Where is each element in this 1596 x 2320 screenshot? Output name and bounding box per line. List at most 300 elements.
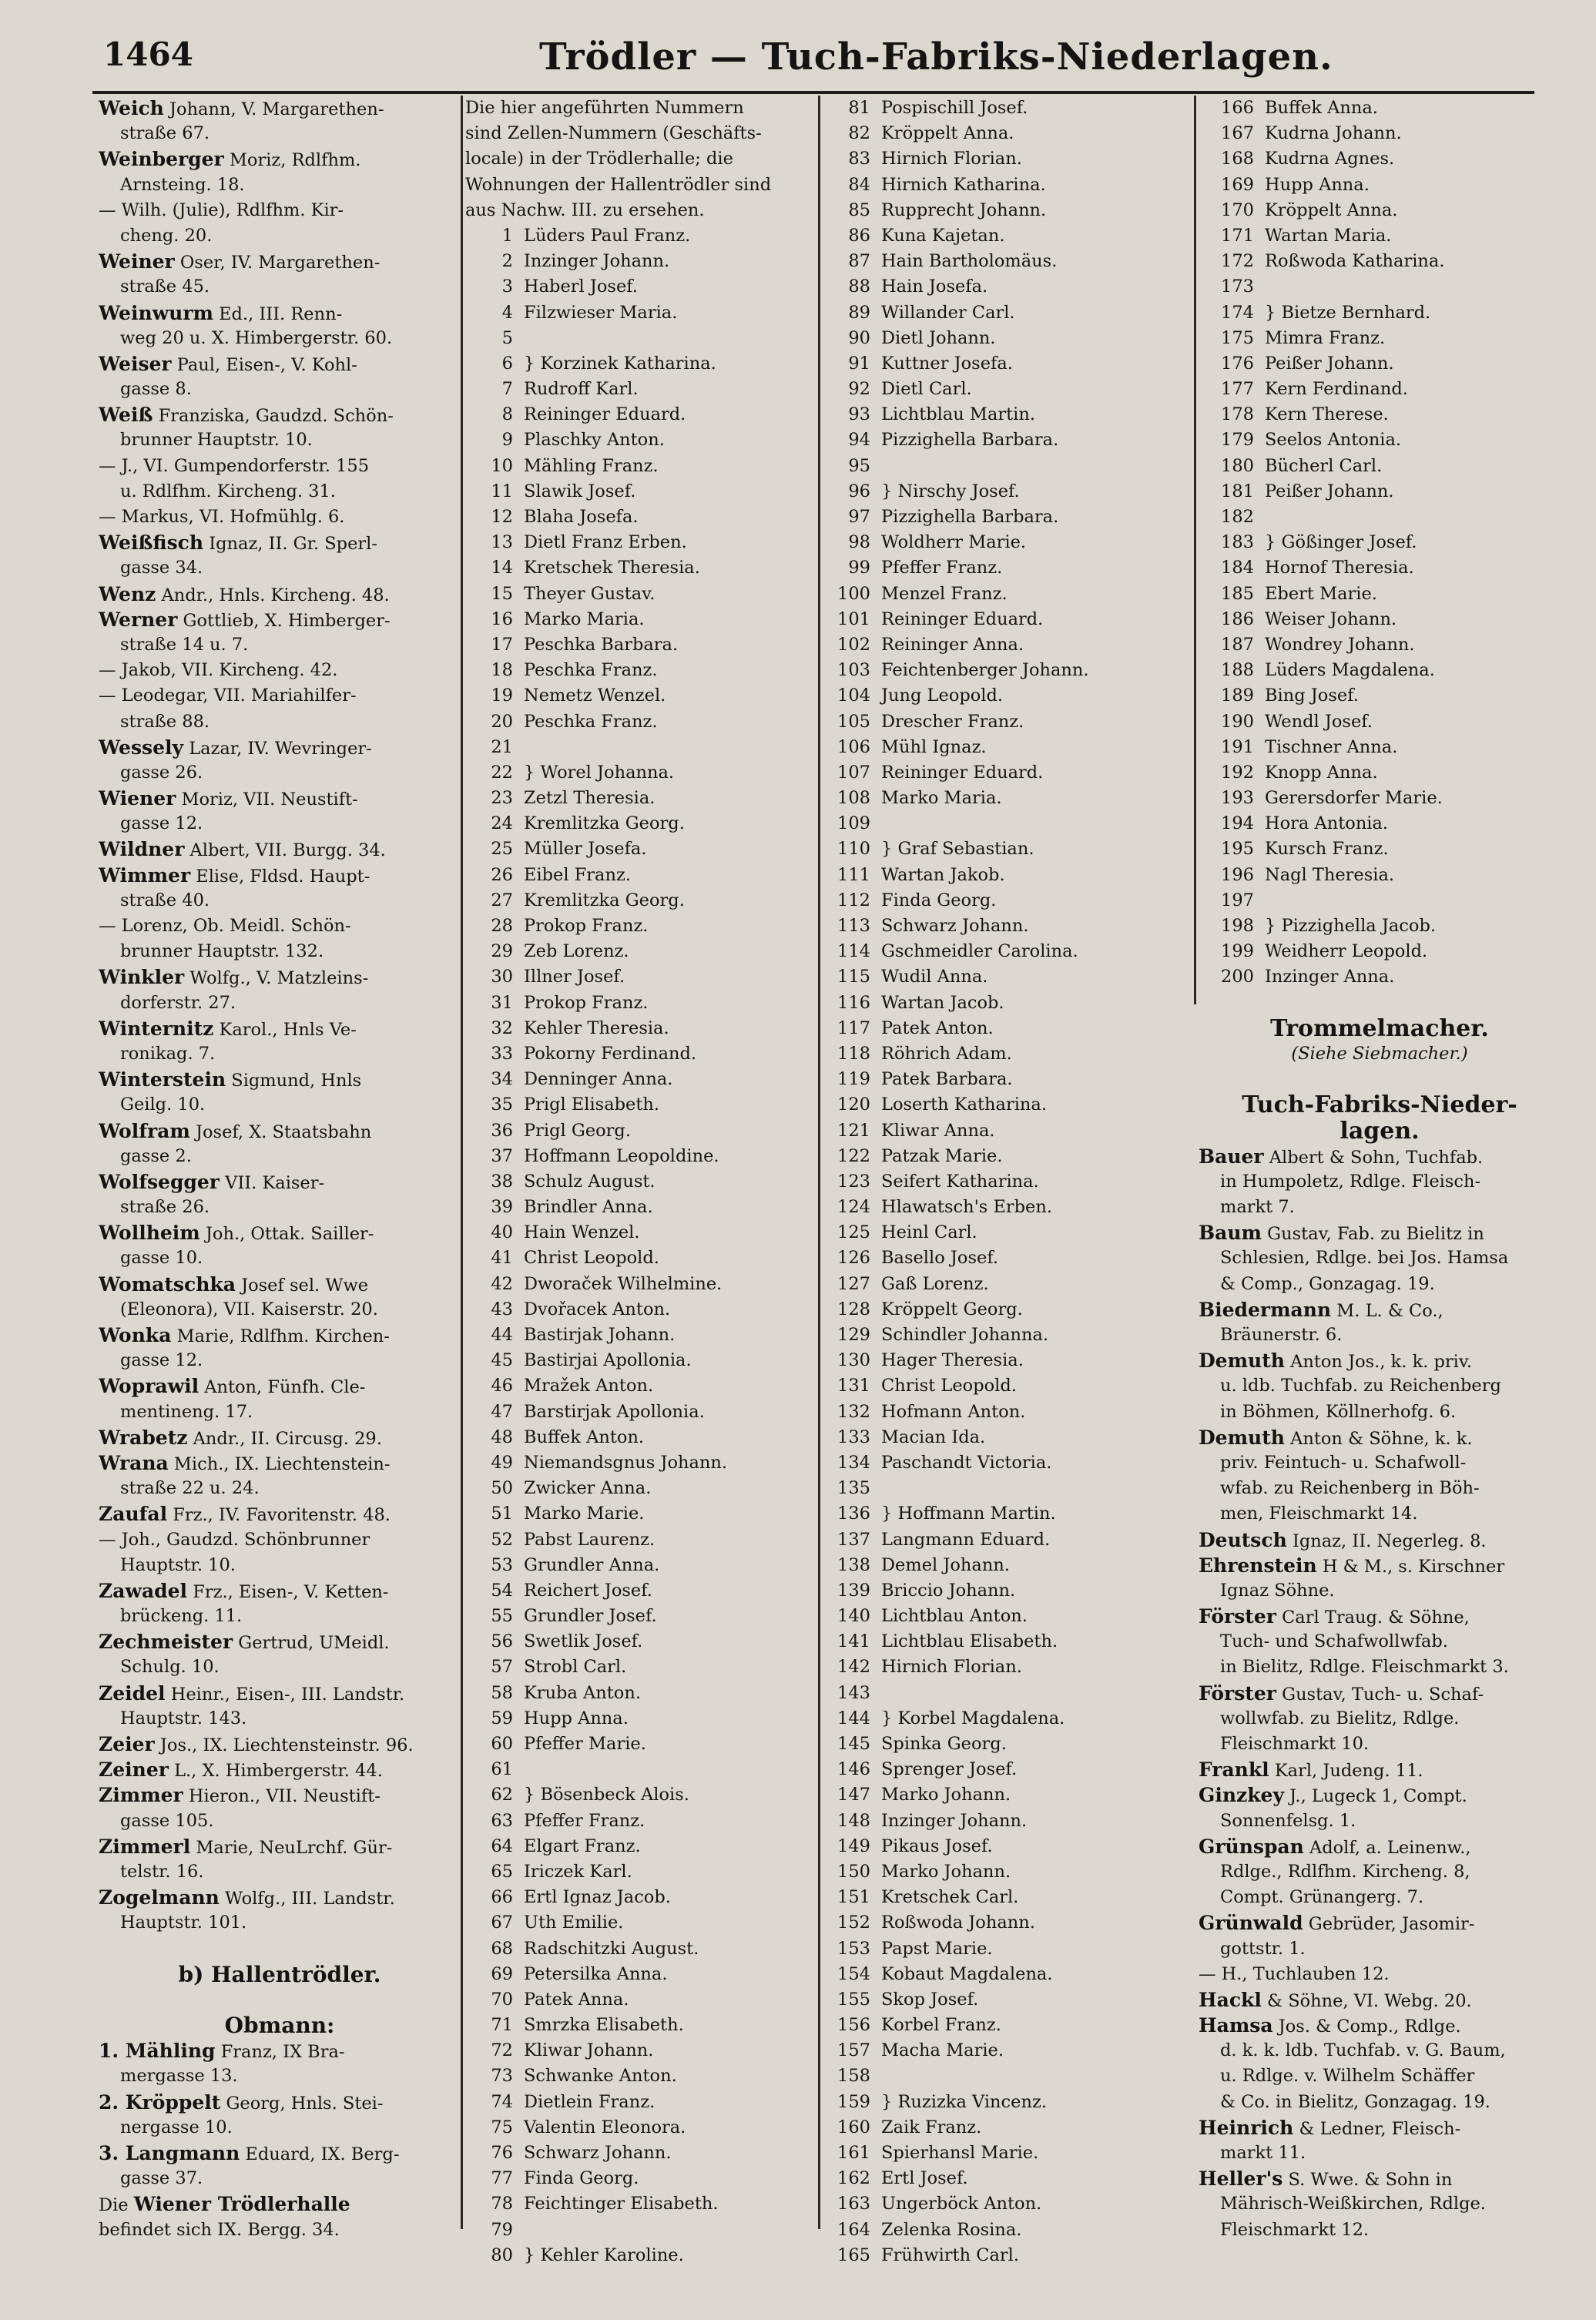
entry-text: Lazar, IV. Wevringer- [189,738,372,759]
row-number: 118 [837,1043,870,1064]
entry-text: men, Fleischmarkt 14. [1220,1504,1418,1524]
row-name: Grundler Josef. [524,1606,657,1627]
row-name: Rudroff Karl. [524,379,639,400]
numbered-row [823,1195,1191,1220]
row-number: 14 [491,558,513,578]
entry-text: L., X. Himbergerstr. 44. [174,1761,383,1782]
numbered-row [1199,427,1561,453]
entry-line [99,1604,461,1629]
directory-entry [99,198,461,249]
entry-line [99,863,461,888]
entry-line [1199,1425,1561,1450]
entry-text: Gottlieb, X. Himberger- [183,610,391,631]
numbered-row [823,1425,1191,1450]
row-name: Strobl Carl. [524,1657,627,1678]
entry-name: Winternitz [99,1017,214,1040]
entry-text: Johann, V. Margarethen- [169,99,384,119]
row-number: 77 [491,2168,513,2189]
row-name: Reininger Eduard. [524,404,686,425]
row-name: Jung Leopold. [881,686,1004,706]
entry-text: Ed., III. Renn- [219,303,343,324]
directory-entry [1199,1144,1561,1221]
numbered-row [823,1323,1191,1348]
row-number: 117 [837,1018,870,1038]
entry-text: — Leodegar, VII. Mariahilfer- [99,686,357,706]
numbered-row [823,1782,1191,1808]
numbered-row [465,1936,816,1962]
row-number: 130 [837,1350,870,1371]
entry-line [99,1655,461,1680]
row-number: 187 [1221,634,1254,655]
row-name: Bastirjak Johann. [524,1325,676,1345]
row-number: 179 [1221,430,1254,451]
numbered-row [1199,863,1561,888]
row-name: Hornof Theresia. [1265,558,1414,578]
numbered-row [465,582,816,607]
row-number: 161 [837,2143,870,2163]
row-name: Mražek Anton. [524,1376,654,1396]
row-number: 142 [837,1657,870,1678]
row-name: Marko Johann. [881,1861,1011,1882]
row-number: 138 [837,1554,870,1575]
directory-entry [1199,1348,1561,1425]
row-number: 84 [848,174,870,195]
row-name: Grundler Anna. [524,1554,660,1575]
entry-line [1199,1809,1561,1834]
entry-name: Zimmerl [99,1835,191,1858]
entry-line [1199,1757,1561,1782]
row-name: Roßwoda Katharina. [1265,251,1445,272]
entry-text: J., Lugeck 1, Compt. [1289,1786,1467,1807]
row-number: 178 [1221,404,1254,425]
row-name: Langmann Eduard. [881,1529,1051,1550]
row-name: Niemandsgnus Johann. [524,1452,728,1473]
numbered-row [465,1910,816,1936]
header-rule [92,91,1534,94]
numbered-row [465,1782,816,1808]
numbered-row [1199,964,1561,990]
row-number: 194 [1221,813,1254,834]
numbered-row [823,1655,1191,1680]
row-number: 155 [837,1989,870,2010]
row-number: 21 [491,736,513,757]
entry-text: in Bielitz, Rdlge. Fleischmarkt 3. [1220,1657,1509,1678]
intro-line: Wohnungen der Hallentrödler sind [465,174,772,195]
row-number: 25 [491,839,513,860]
row-number: 167 [1221,123,1254,144]
directory-entry [1199,2013,1561,2115]
row-number: 43 [491,1299,513,1319]
numbered-row [465,632,816,658]
entry-text: & Söhne, VI. Webg. 20. [1267,1990,1472,2011]
entry-line [1199,1169,1561,1195]
row-name: Iriczek Karl. [524,1861,632,1882]
obmann-heading: Obmann: [224,2013,335,2039]
intro-line: locale) in der Trödlerhalle; die [465,149,733,169]
entry-text: Carl Traug. & Söhne, [1282,1608,1470,1628]
entry-text: — Wilh. (Julie), Rdlfhm. Kir- [99,199,344,220]
entry-line [99,658,461,683]
row-name: Reininger Eduard. [881,762,1044,783]
directory-entry [99,1220,461,1271]
numbered-row [465,1016,816,1041]
row-number: 106 [837,736,870,757]
entry-line [1199,1885,1561,1910]
row-name: Kuna Kajetan. [881,225,1005,246]
directory-entry [1199,1962,1561,1987]
row-name: Hofmann Anton. [881,1401,1026,1422]
row-name: Blaha Josefa. [524,507,639,527]
directory-entry [1199,1604,1561,1681]
entry-line [1199,1962,1561,1987]
row-number: 191 [1221,736,1254,757]
directory-entry [99,1527,461,1578]
entry-name: Wonka [99,1324,172,1346]
numbered-row [823,1809,1191,1834]
numbered-row [1199,249,1561,274]
entry-text: wollwfab. zu Bielitz, Rdlge. [1220,1708,1460,1728]
numbered-row [465,223,816,249]
directory-entry [1199,1220,1561,1297]
row-name: Marko Maria. [524,608,645,629]
numbered-row [823,1450,1191,1476]
entry-line [99,1041,461,1067]
entry-name: Heller's [1199,2167,1283,2191]
entry-line [99,735,461,760]
numbered-row [823,863,1191,888]
entry-line [99,836,461,862]
row-number: 8 [501,404,513,425]
row-number: 170 [1221,199,1254,220]
row-number: 20 [491,711,513,732]
row-number: 143 [837,1682,870,1703]
entry-text: & Co. in Bielitz, Gonzagag. 19. [1220,2091,1490,2112]
row-number: 66 [491,1887,513,1908]
entry-name: Förster [1199,1605,1276,1628]
directory-entry [99,658,461,683]
entry-text: gasse 8. [120,379,192,400]
numbered-row [823,555,1191,581]
row-name: Reichert Josef. [524,1580,652,1601]
row-name: Marko Johann. [881,1785,1011,1805]
row-name: Kremlitzka Georg. [524,813,685,834]
row-number: 6 [501,353,513,374]
numbered-row [823,1245,1191,1271]
row-name: Kobaut Magdalena. [881,1963,1053,1984]
row-name: Kern Ferdinand. [1265,379,1408,400]
row-number: 169 [1221,174,1254,195]
numbered-row [465,351,816,377]
entry-line [99,555,461,581]
entry-line [1199,1604,1561,1629]
row-number: 35 [491,1095,513,1115]
row-number: 108 [837,788,870,809]
numbered-row [465,1859,816,1885]
numbered-row [1199,786,1561,811]
row-name: Pfeffer Franz. [881,558,1003,578]
row-name: Kliwar Anna. [881,1120,995,1141]
halle-address: befindet sich IX. Bergg. 34. [99,2219,340,2240]
entry-text: straße 14 u. 7. [120,634,249,655]
numbered-row [1199,198,1561,223]
entry-line [99,1782,461,1808]
row-number: 97 [848,507,870,527]
directory-entry [99,1629,461,1680]
entry-name: Wessely [99,736,184,759]
entry-line [1199,1220,1561,1245]
row-number: 72 [491,2040,513,2061]
entry-text: — Markus, VI. Hofmühlg. 6. [99,507,345,527]
numbered-row [465,1962,816,1987]
row-number: 173 [1221,277,1254,297]
row-number: 73 [491,2066,513,2087]
numbered-row [465,377,816,402]
entry-line [99,964,461,990]
row-name: Plaschky Anton. [524,430,665,451]
numbered-row [823,249,1191,274]
numbered-row [823,760,1191,786]
entry-line [1199,1373,1561,1399]
entry-text: straße 67. [120,123,210,144]
row-name: Roßwoda Johann. [881,1913,1035,1933]
numbered-row [465,274,816,300]
entry-text: Mährisch-Weißkirchen, Rdlge. [1220,2194,1486,2214]
row-number: 168 [1221,149,1254,169]
numbered-row [465,1527,816,1553]
row-number: 174 [1221,302,1254,323]
numbered-row [823,658,1191,683]
row-name: Kretschek Theresia. [524,558,700,578]
entry-text: brückeng. 11. [120,1606,243,1627]
entry-name: Weiner [99,250,175,273]
row-number: 9 [501,430,513,451]
entry-text: Eduard, IX. Berg- [245,2144,400,2164]
numbered-row [1199,760,1561,786]
row-number: 176 [1221,353,1254,374]
row-name: Gerersdorfer Marie. [1265,788,1443,809]
entry-name: Wenz [99,582,156,605]
entry-text: Andr., II. Circusg. 29. [193,1428,382,1449]
row-number: 119 [837,1069,870,1090]
entry-line [99,1578,461,1604]
row-number: 79 [491,2219,513,2240]
row-name: Peschka Franz. [524,711,658,732]
row-number: 78 [491,2194,513,2214]
row-name: Zaik Franz. [881,2117,982,2137]
row-number: 99 [848,558,870,578]
entry-text: Wolfg., V. Matzleins- [189,968,369,989]
row-number: 59 [491,1708,513,1728]
row-number: 37 [491,1145,513,1166]
numbered-row [823,274,1191,300]
numbered-row [465,300,816,326]
numbered-row [823,479,1191,505]
row-name: Kretschek Carl. [881,1887,1019,1908]
numbered-row [465,683,816,709]
numbered-row [465,709,816,735]
row-name: Schulz August. [524,1171,656,1192]
entry-text: ronikag. 7. [120,1043,216,1064]
directory-entry [1199,2166,1561,2243]
entry-text: Joh., Ottak. Sailler- [205,1224,374,1245]
row-number: 107 [837,762,870,783]
numbered-row [465,1144,816,1169]
entry-text: Moriz, Rdlfhm. [229,150,361,171]
numbered-row [465,1323,816,1348]
entry-text: Georg, Hnls. Stei- [226,2093,384,2114]
entry-line [99,146,461,172]
row-number: 58 [491,1682,513,1703]
entry-line [99,1195,461,1220]
row-number: 159 [837,2091,870,2112]
numbered-row [823,1987,1191,2013]
row-number: 88 [848,277,870,297]
numbered-row [823,2090,1191,2115]
entry-line [99,505,461,530]
entry-text: gasse 34. [120,558,203,578]
entry-text: Anton, Fünfh. Cle- [204,1377,366,1398]
entry-line [99,1450,461,1476]
numbered-row [465,836,816,862]
intro-line: sind Zellen-Nummern (Geschäfts- [465,123,762,144]
entry-line [1199,1527,1561,1553]
numbered-row [465,402,816,427]
numbered-row [1199,582,1561,607]
numbered-row [823,1476,1191,1501]
entry-line [99,198,461,223]
entry-text: in Humpoletz, Rdlge. Fleisch- [1220,1171,1481,1192]
row-number: 193 [1221,788,1254,809]
entry-line [99,1706,461,1732]
row-number: 184 [1221,558,1254,578]
entry-text: gasse 2. [120,1145,192,1166]
row-number: 129 [837,1325,870,1345]
directory-entry [99,530,461,581]
numbered-row [465,555,816,581]
row-name: Kröppelt Anna. [1265,199,1398,220]
row-name: Lüders Magdalena. [1265,660,1435,681]
entry-name: Zechmeister [99,1631,233,1654]
row-name: Christ Leopold. [524,1248,659,1269]
row-name: } Pizzighella Jacob. [1265,916,1437,936]
row-number: 7 [501,379,513,400]
entry-line [99,1323,461,1348]
entry-text: Josef, X. Staatsbahn [195,1121,372,1142]
row-number: 141 [837,1631,870,1652]
numbered-row [465,2141,816,2166]
row-name: Müller Josefa. [524,839,647,860]
row-number: 131 [837,1376,870,1396]
row-number: 175 [1221,327,1254,348]
row-name: Prokop Franz. [524,992,649,1013]
numbered-row [1199,530,1561,555]
row-name: Peschka Franz. [524,660,658,681]
row-name: Frühwirth Carl. [881,2245,1019,2265]
row-name: Willander Carl. [881,302,1015,323]
intro-line: aus Nachw. III. zu ersehen. [465,199,705,220]
row-number: 152 [837,1913,870,1933]
numbered-row [465,1834,816,1859]
row-number: 151 [837,1887,870,1908]
entry-line [99,607,461,632]
entry-text: Ignaz Söhne. [1220,1580,1335,1601]
numbered-row [823,582,1191,607]
entry-name: Förster [1199,1681,1276,1705]
numbered-row [465,1272,816,1297]
entry-line [99,888,461,914]
entry-text: markt 7. [1220,1197,1295,1218]
entry-text: Schlesien, Rdlge. bei Jos. Hamsa [1220,1248,1509,1269]
row-name: } Kehler Karoline. [524,2245,684,2265]
entry-line [99,1910,461,1936]
row-name: Demel Johann. [881,1554,1010,1575]
entry-name: Hamsa [1199,2014,1273,2037]
directory-entry [99,300,461,351]
row-number: 156 [837,2015,870,2036]
row-name: Pikaus Josef. [881,1836,993,1856]
entry-text: Franziska, Gaudzd. Schön- [158,406,394,427]
numbered-row [823,1501,1191,1527]
entry-line [99,377,461,402]
row-number: 15 [491,583,513,604]
row-number: 67 [491,1913,513,1933]
row-name: Schwarz Johann. [881,916,1029,936]
row-name: Seifert Katharina. [881,1171,1039,1192]
row-name: Zwicker Anna. [524,1478,652,1499]
row-name: Wartan Jacob. [881,992,1004,1013]
entry-text: Jos. & Comp., Rdlge. [1278,2017,1461,2037]
trommel-heading: Trommelmacher. [1270,1015,1489,1041]
entry-text: Gebrüder, Jasomir- [1308,1914,1475,1935]
entry-line [1199,1195,1561,1220]
entry-line [99,786,461,811]
numbered-row [823,146,1191,172]
numbered-row [823,1553,1191,1578]
row-number: 163 [837,2194,870,2214]
row-number: 157 [837,2040,870,2061]
entry-line [99,479,461,505]
entry-name: Ginzkey [1199,1784,1284,1807]
entry-text: weg 20 u. X. Himbergerstr. 60. [120,327,393,348]
numbered-row [465,1706,816,1732]
numbered-row [1199,505,1561,530]
halle-line [99,2191,461,2217]
numbered-row [823,223,1191,249]
numbered-row [823,709,1191,735]
numbered-row [823,1706,1191,1732]
row-number: 38 [491,1171,513,1192]
row-name: Bastirjai Apollonia. [524,1350,692,1371]
numbered-row [465,1629,816,1655]
entry-text: brunner Hauptstr. 10. [120,430,313,451]
row-name: Heinl Carl. [881,1222,977,1243]
entry-line [99,1527,461,1553]
row-number: 192 [1221,762,1254,783]
entry-line [99,1016,461,1041]
row-name: Peschka Barbara. [524,634,679,655]
row-name: Lichtblau Elisabeth. [881,1631,1058,1652]
entry-line [99,223,461,249]
numbered-row [1199,96,1561,121]
entry-line [1199,1400,1561,1425]
row-name: Reininger Anna. [881,634,1024,655]
entry-text: — H., Tuchlauben 12. [1199,1963,1390,1984]
directory-entry [99,2038,461,2089]
numbered-row [823,1272,1191,1297]
row-number: 96 [848,481,870,501]
row-name: Patek Anton. [881,1018,994,1038]
entry-text: gasse 10. [120,1248,203,1269]
